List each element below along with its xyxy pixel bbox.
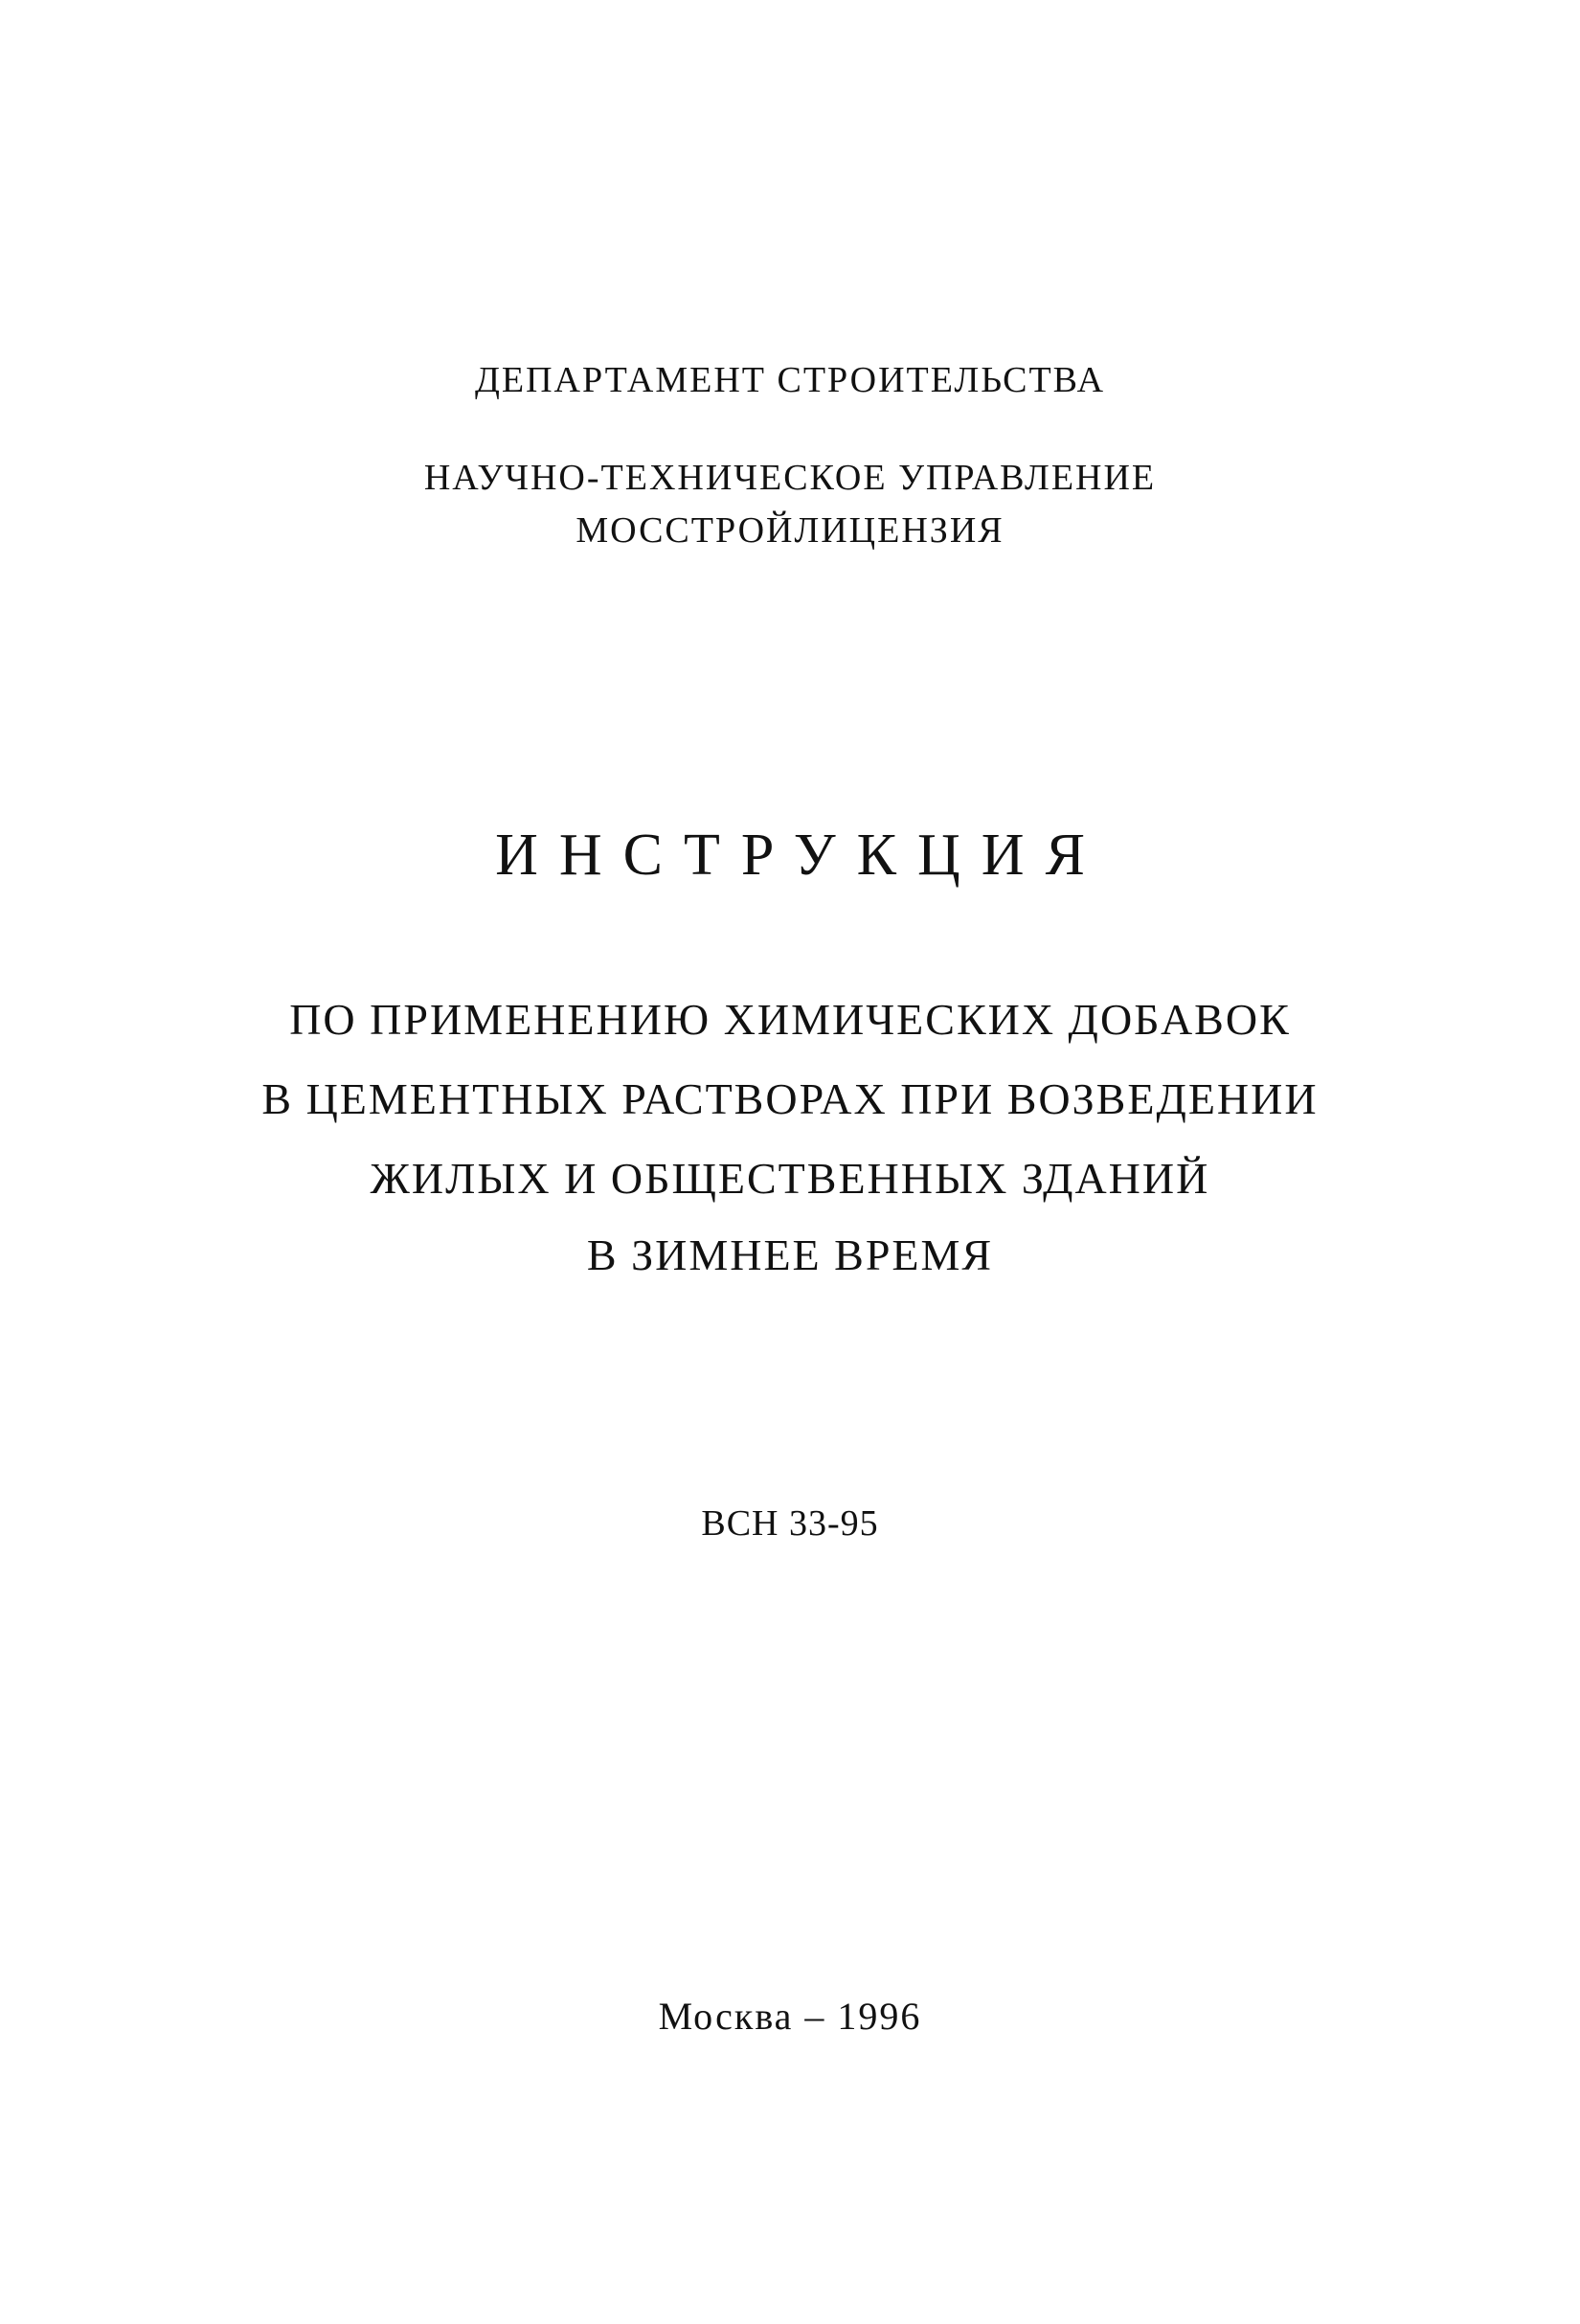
directorate-name-line-1: НАУЧНО-ТЕХНИЧЕСКОЕ УПРАВЛЕНИЕ xyxy=(423,458,1157,498)
subject-line-4: В ЗИМНЕЕ ВРЕМЯ xyxy=(586,1230,994,1279)
department-name: ДЕПАРТАМЕНТ СТРОИТЕЛЬСТВА xyxy=(474,360,1106,400)
imprint-place-year: Москва – 1996 xyxy=(658,1995,922,2038)
subject-line-1: ПО ПРИМЕНЕНИЮ ХИМИЧЕСКИХ ДОБАВОК xyxy=(289,995,1291,1044)
directorate-name-line-2: МОССТРОЙЛИЦЕНЗИЯ xyxy=(576,510,1004,551)
document-code: ВСН 33-95 xyxy=(701,1503,879,1544)
subject-line-2: В ЦЕМЕНТНЫХ РАСТВОРАХ ПРИ ВОЗВЕДЕНИИ xyxy=(261,1074,1319,1123)
document-type-heading: ИНСТРУКЦИЯ xyxy=(495,823,1106,888)
subject-line-3: ЖИЛЫХ И ОБЩЕСТВЕННЫХ ЗДАНИЙ xyxy=(370,1154,1210,1203)
